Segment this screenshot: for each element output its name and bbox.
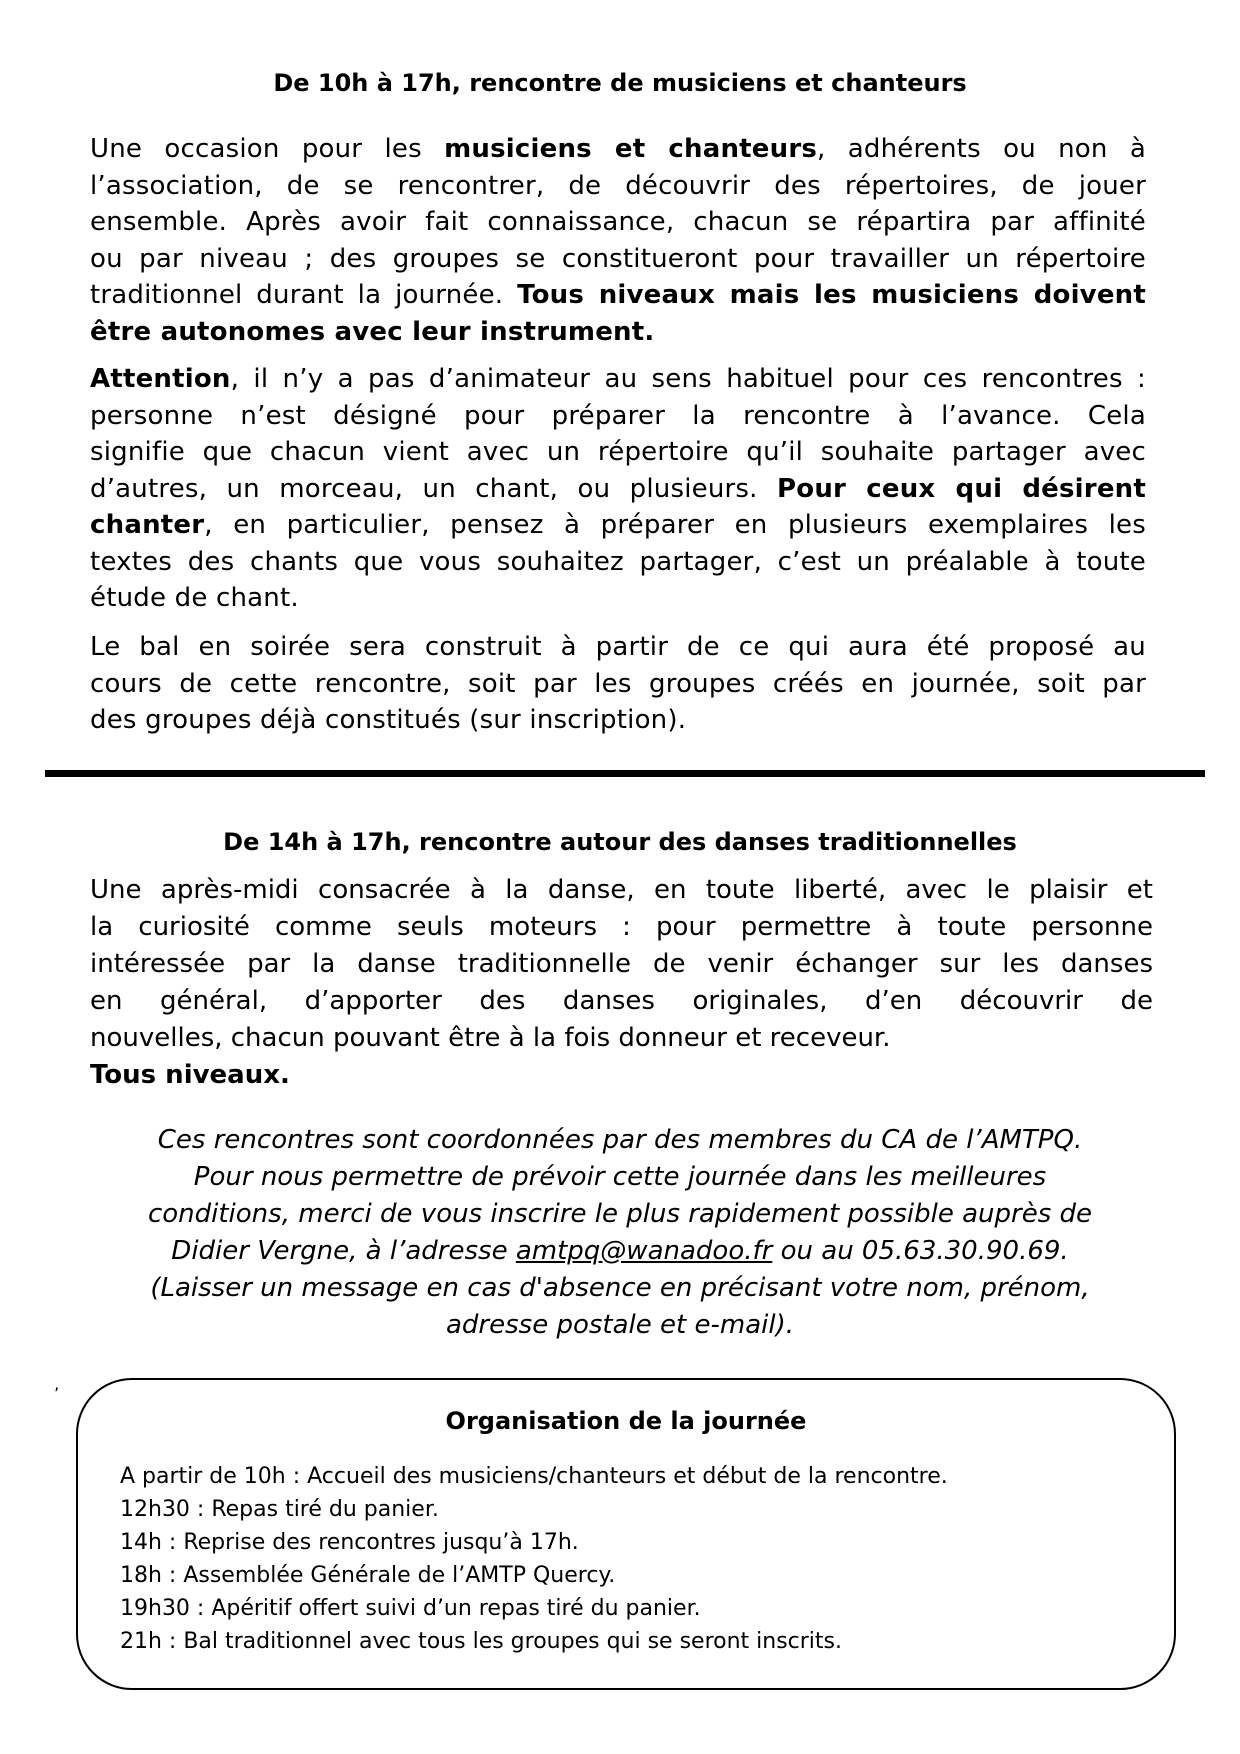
- text-line: cours de cette rencontre, soit par les groupes créés en journée, soit par: [90, 668, 1146, 699]
- stray-mark: ’: [54, 1384, 60, 1403]
- text-line: Ces rencontres sont coordonnées par des membres du CA de l’AMTPQ.: [157, 1125, 1083, 1155]
- text-line: étude de chant.: [90, 583, 299, 613]
- text-line: d’autres, un morceau, un chant, ou plusieurs. Pour ceux qui désirent: [90, 473, 1146, 504]
- text-line: chanter, en particulier, pensez à préparer en plusieurs exemplaires les: [90, 510, 1146, 540]
- section1-paragraph-attention: [90, 361, 1146, 617]
- schedule-item: 12h30 : Repas tiré du panier.: [120, 1497, 439, 1522]
- section1-heading: De 10h à 17h, rencontre de musiciens et chanteurs: [273, 69, 967, 97]
- section2-paragraph: [90, 872, 1153, 1094]
- text-line: (Laisser un message en cas d'absence en précisant votre nom, prénom,: [150, 1273, 1090, 1303]
- text-line: conditions, merci de vous inscrire le plus rapidement possible auprès de: [147, 1199, 1093, 1229]
- text-line: ensemble. Après avoir fait connaissance, chacun se répartira par affinité: [90, 207, 1146, 237]
- organisation-box: [76, 1378, 1176, 1690]
- text-line: ou par niveau ; des groupes se constitueront pour travailler un répertoire: [90, 243, 1146, 274]
- text-line: Attention, il n’y a pas d’animateur au sens habituel pour ces rencontres :: [90, 364, 1146, 394]
- levels-note: Tous niveaux.: [90, 1060, 290, 1090]
- schedule-item: 18h : Assemblée Générale de l’AMTP Quercy.: [120, 1563, 616, 1588]
- text-line: Didier Vergne, à l’adresse amtpq@wanadoo.fr ou au 05.63.30.90.69.: [171, 1236, 1069, 1266]
- text-line: personne n’est désigné pour préparer la rencontre à l’avance. Cela: [90, 400, 1146, 431]
- text-line: textes des chants que vous souhaitez partager, c’est un préalable à toute: [90, 546, 1146, 577]
- text-line: en général, d’apporter des danses originales, d’en découvrir de: [90, 986, 1153, 1016]
- email-link[interactable]: amtpq@wanadoo.fr: [515, 1236, 773, 1266]
- text-line: des groupes déjà constitués (sur inscription).: [90, 705, 687, 735]
- schedule-item: 21h : Bal traditionnel avec tous les groupes qui se seront inscrits.: [120, 1629, 843, 1654]
- text-line: signifie que chacun vient avec un répertoire qu’il souhaite partager avec: [90, 437, 1146, 467]
- section-divider: [45, 770, 1205, 777]
- text-line: nouvelles, chacun pouvant être à la fois donneur et receveur.: [90, 1023, 891, 1053]
- schedule-list: [120, 1460, 948, 1658]
- emphasis: Pour ceux qui désirent: [777, 473, 1146, 504]
- text-line: adresse postale et e-mail).: [446, 1310, 794, 1340]
- text-line: traditionnel durant la journée. Tous niveaux mais les musiciens doivent: [90, 280, 1146, 310]
- schedule-item: A partir de 10h : Accueil des musiciens/chanteurs et début de la rencontre.: [120, 1464, 948, 1489]
- text-line: Le bal en soirée sera construit à partir de ce qui aura été proposé au: [90, 632, 1146, 662]
- emphasis: être autonomes avec leur instrument.: [90, 316, 655, 347]
- emphasis: chanter: [90, 510, 205, 540]
- schedule-item: 19h30 : Apéritif offert suivi d’un repas tiré du panier.: [120, 1596, 701, 1621]
- emphasis: Attention: [90, 364, 231, 394]
- text-line: Une occasion pour les musiciens et chanteurs, adhérents ou non à: [90, 134, 1146, 164]
- text-line: Pour nous permettre de prévoir cette journée dans les meilleures: [193, 1162, 1047, 1192]
- schedule-item: 14h : Reprise des rencontres jusqu’à 17h.: [120, 1530, 579, 1555]
- text-line: intéressée par la danse traditionnelle de venir échanger sur les danses: [90, 949, 1153, 979]
- text-line: la curiosité comme seuls moteurs : pour permettre à toute personne: [90, 912, 1153, 942]
- text-line: l’association, de se rencontrer, de découvrir des répertoires, de jouer: [90, 170, 1146, 201]
- text-line: Une après-midi consacrée à la danse, en toute liberté, avec le plaisir et: [90, 875, 1153, 905]
- emphasis: musiciens et chanteurs: [444, 134, 818, 164]
- text-line: [90, 314, 1146, 351]
- emphasis: Tous niveaux mais les musiciens doivent: [517, 280, 1146, 310]
- phone-number: ou au 05.63.30.90.69.: [772, 1236, 1069, 1266]
- section1-paragraph-bal: [90, 629, 1146, 739]
- organisation-title: Organisation de la journée: [445, 1407, 807, 1435]
- section2-heading: De 14h à 17h, rencontre autour des danses traditionnelles: [223, 828, 1017, 856]
- section1-paragraph-intro: [90, 131, 1146, 350]
- contact-block: [60, 1122, 1180, 1344]
